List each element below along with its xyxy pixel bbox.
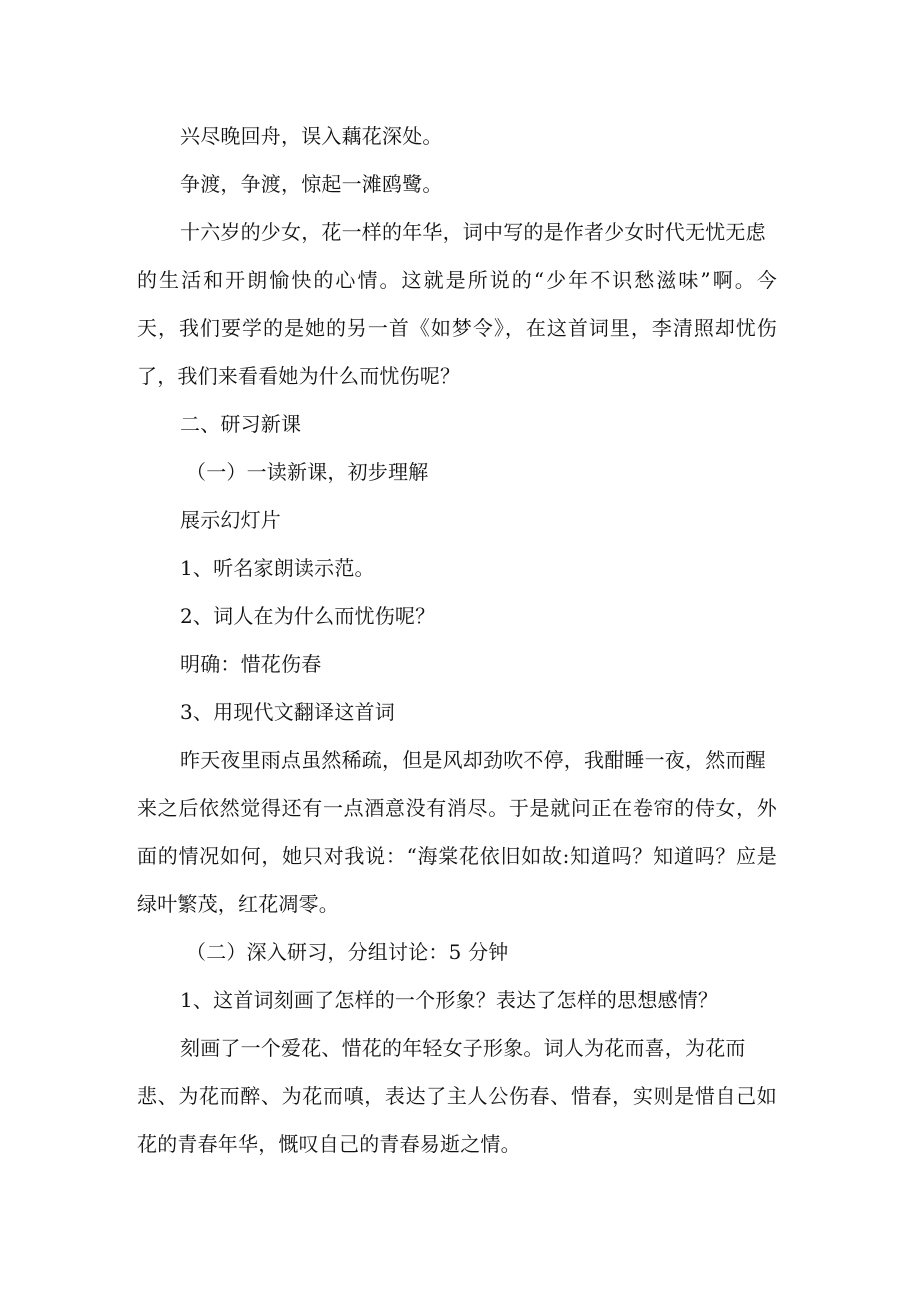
- translation-line-1: 昨天夜里雨点虽然稀疏，但是风却劲吹不停，我酣睡一夜，然而醒: [180, 748, 766, 772]
- subsection-heading-1: （一）一读新课，初步理解: [186, 460, 429, 484]
- item-1: 1、听名家朗读示范。: [180, 556, 375, 580]
- slide-note: 展示幻灯片: [180, 508, 281, 532]
- translation-line-4: 绿叶繁茂，红花凋零。: [137, 892, 339, 916]
- discussion-question: 1、这首词刻画了怎样的一个形象？表达了怎样的思想感情？: [180, 988, 719, 1012]
- poem-line-1: 兴尽晚回舟，误入藕花深处。: [180, 124, 443, 148]
- subsection-heading-2: （二）深入研习，分组讨论：5 分钟: [186, 940, 509, 964]
- discussion-answer-line-3: 花的青春年华，慨叹自己的青春易逝之情。: [137, 1132, 521, 1156]
- paragraph-intro-line-1: 十六岁的少女，花一样的年华，词中写的是作者少女时代无忧无虑: [180, 220, 766, 244]
- paragraph-intro-line-3: 天，我们要学的是她的另一首《如梦令》，在这首词里，李清照却忧伤: [137, 316, 777, 340]
- item-2: 2、词人在为什么而忧伤呢？: [180, 604, 436, 628]
- translation-line-3: 面的情况如何，她只对我说：“海棠花依旧如故:知道吗？知道吗？应是: [137, 844, 777, 868]
- discussion-answer-line-1: 刻画了一个爱花、惜花的年轻女子形象。词人为花而喜，为花而: [180, 1036, 746, 1060]
- discussion-answer-line-2: 悲、为花而醉、为花而嗔，表达了主人公伤春、惜春，实则是惜自己如: [137, 1084, 777, 1108]
- poem-line-2: 争渡，争渡，惊起一滩鸥鹭。: [180, 172, 443, 196]
- answer-1: 明确：惜花伤春: [180, 652, 322, 676]
- translation-line-2: 来之后依然觉得还有一点酒意没有消尽。于是就问正在卷帘的侍女，外: [137, 796, 777, 820]
- item-3: 3、用现代文翻译这首词: [180, 700, 395, 724]
- paragraph-intro-line-2: 的生活和开朗愉快的心情。这就是所说的“少年不识愁滋味”啊。今: [137, 268, 777, 292]
- paragraph-intro-line-4: 了，我们来看看她为什么而忧伤呢？: [137, 364, 461, 388]
- section-heading: 二、研习新课: [180, 412, 302, 436]
